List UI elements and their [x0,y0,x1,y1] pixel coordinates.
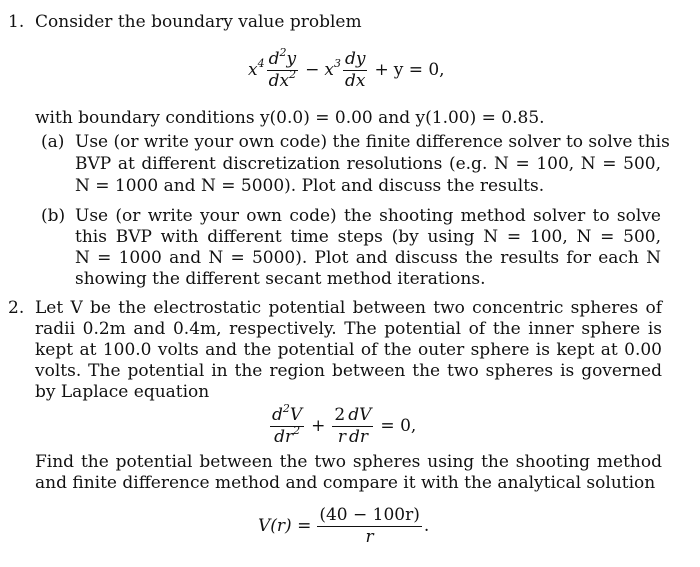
eq1-coef-x4: $x^4$ [248,57,265,80]
problem-1-number: 1. [8,12,25,32]
part-b-line: showing the different secant method iterations. [75,269,486,289]
eq1-tail: y = 0, [393,60,445,80]
solution-lhs: V(r) = [258,516,312,536]
laplace-tail: = 0, [380,416,417,436]
part-b-line: Use (or write your own code) the shooting method solver to solve [75,206,661,226]
problem-2-after-line: and finite difference method and compare it with the analytical solution [35,473,656,493]
eq1-coef-x3: $x^3$ [324,57,341,80]
eq1-minus: − [305,60,320,80]
problem-2-line: Let V be the electrostatic potential between two concentric spheres of [35,298,662,318]
part-a-line: BVP at different discretization resolutions (e.g. N = 100, N = 500, [75,154,661,174]
eq1-plus: + [374,60,389,80]
problem-2-line: radii 0.2m and 0.4m, respectively. The potential of the inner sphere is [35,319,662,339]
part-b-label: (b) [41,206,66,226]
part-b-line: this BVP with different time steps (by using N = 100, N = 500, [75,227,661,247]
solution-tail: . [423,516,430,536]
problem-2-line: by Laplace equation [35,382,210,402]
problem-1-intro: Consider the boundary value problem [35,12,362,32]
laplace-second-derivative: $\frac{d^2V}{dr^2}$ [272,401,303,447]
problem-2-line: volts. The potential in the region between the two spheres is governed [35,361,662,381]
laplace-equation [268,398,421,454]
part-a-label: (a) [41,132,65,152]
laplace-first-derivative: $\frac{2 dV}{\text{r dr}}$ [334,404,372,447]
problem-1-equation [248,42,445,98]
part-a-line: Use (or write your own code) the finite difference solver to solve this [75,132,670,152]
problem-2-after-line: Find the potential between the two spheres using the shooting method [35,452,662,472]
analytical-solution [258,498,429,554]
eq1-first-derivative: $\frac{dy}{dx}$ [344,48,366,91]
eq1-second-derivative: $\frac{d^2y}{dx^2}$ [268,45,297,91]
part-b-line: N = 1000 and N = 5000). Plot and discuss the results for each N [75,248,661,268]
problem-2-number: 2. [8,298,25,318]
laplace-plus: + [311,416,326,436]
problem-2-line: kept at 100.0 volts and the potential of the outer sphere is kept at 0.00 [35,340,662,360]
problem-1-boundary-conditions: with boundary conditions y(0.0) = 0.00 and y(1.00) = 0.85. [35,108,545,128]
part-a-line: N = 1000 and N = 5000). Plot and discuss the results. [75,176,545,196]
solution-fraction: $\frac{(40 - 100r)}{r}$ [319,504,420,547]
